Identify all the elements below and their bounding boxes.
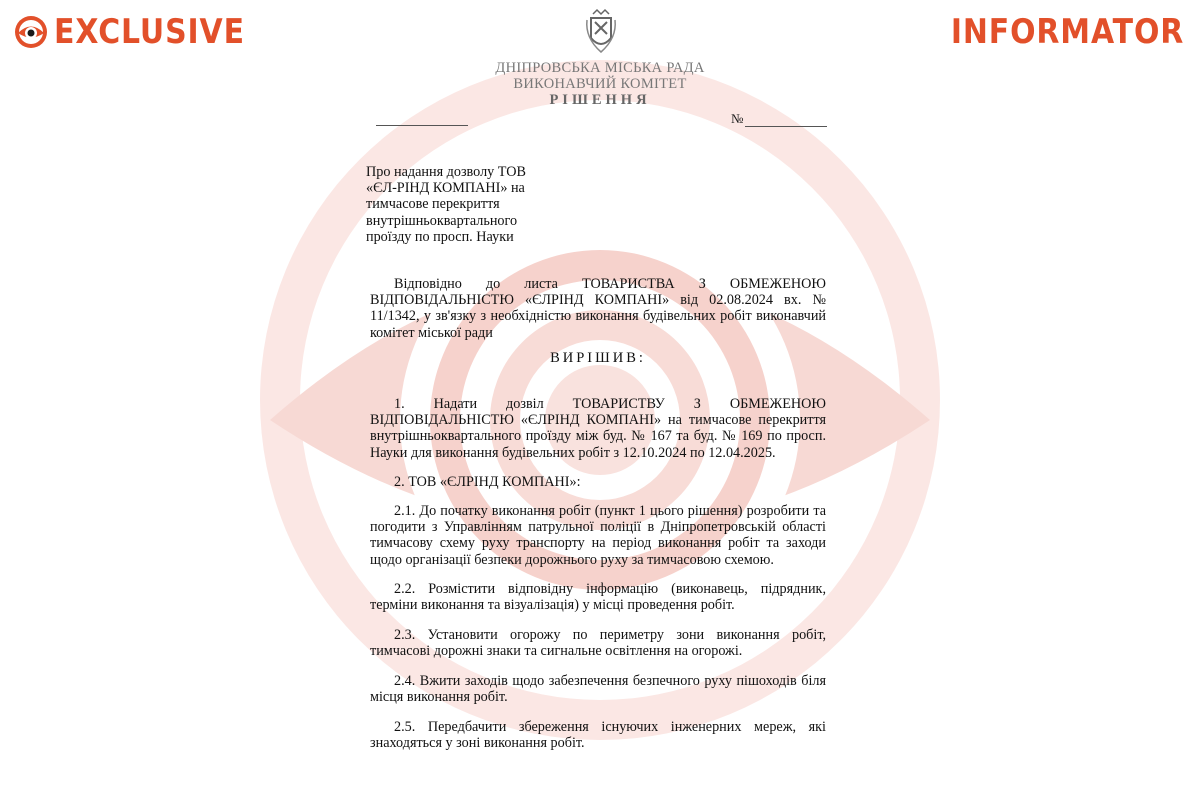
- eye-logo-icon: [14, 15, 48, 49]
- clause-2-1: 2.1. До початку виконання робіт (пункт 1 цього рішення) розробити та погодити з Управлінням патрульної поліції в Дніпропетровській області тимчасову схему руху транспорту на період виконання робіт та заходи щодо організації безпеки дорожнього руху за тимчасовою схемою.: [370, 503, 826, 568]
- number-label: №: [731, 111, 744, 126]
- clause-2-3: 2.3. Установити огорожу по периметру зони виконання робіт, тимчасові дорожні знаки та сигнальне освітлення на огорожі.: [370, 627, 826, 660]
- informator-label: INFORMATOR: [950, 12, 1184, 52]
- intro-paragraph: Відповідно до листа ТОВАРИСТВА З ОБМЕЖЕНОЮ ВІДПОВІДАЛЬНІСТЮ «ЄЛРІНД КОМПАНІ» від 02.08.2024 вх. № 11/1342, у зв'язку з необхідністю виконання будівельних робіт виконавчий комітет міської ради: [370, 276, 826, 341]
- clause-2-4: 2.4. Вжити заходів щодо забезпечення безпечного руху пішоходів біля місця виконання робіт.: [370, 673, 826, 706]
- clause-2-2: 2.2. Розмістити відповідну інформацію (виконавець, підрядник, терміни виконання та візуалізація) у місці проведення робіт.: [370, 581, 826, 614]
- clause-2: 2. ТОВ «ЄЛРІНД КОМПАНІ»:: [394, 474, 581, 490]
- decided-heading: ВИРІШИВ:: [550, 350, 646, 366]
- number-line: [745, 114, 827, 127]
- committee-name: ВИКОНАВЧИЙ КОМІТЕТ: [513, 76, 687, 92]
- council-name: ДНІПРОВСЬКА МІСЬКА РАДА: [495, 60, 705, 76]
- document-subject: Про надання дозволу ТОВ «ЄЛ-РІНД КОМПАНІ» на тимчасове перекриття внутрішньоквартального проїзду по просп. Науки: [366, 164, 526, 245]
- clause-2-5: 2.5. Передбачити збереження існуючих інженерних мереж, які знаходяться у зоні виконання робіт.: [370, 719, 826, 752]
- informator-brand[interactable]: [919, 12, 1184, 52]
- clause-1: 1. Надати дозвіл ТОВАРИСТВУ З ОБМЕЖЕНОЮ ВІДПОВІДАЛЬНІСТЮ «ЄЛРІНД КОМПАНІ» на тимчасове перекриття внутрішньоквартального проїзду між буд. № 167 та буд. № 169 по просп. Науки для виконання будівельних робіт з 12.10.2024 по 12.04.2025.: [370, 396, 826, 461]
- number-field: [731, 111, 827, 127]
- exclusive-label: EXCLUSIVE: [54, 12, 245, 52]
- document-type: РІШЕННЯ: [549, 92, 651, 108]
- exclusive-brand[interactable]: [14, 12, 271, 52]
- date-field: [376, 113, 468, 126]
- coat-of-arms-icon: [583, 8, 619, 54]
